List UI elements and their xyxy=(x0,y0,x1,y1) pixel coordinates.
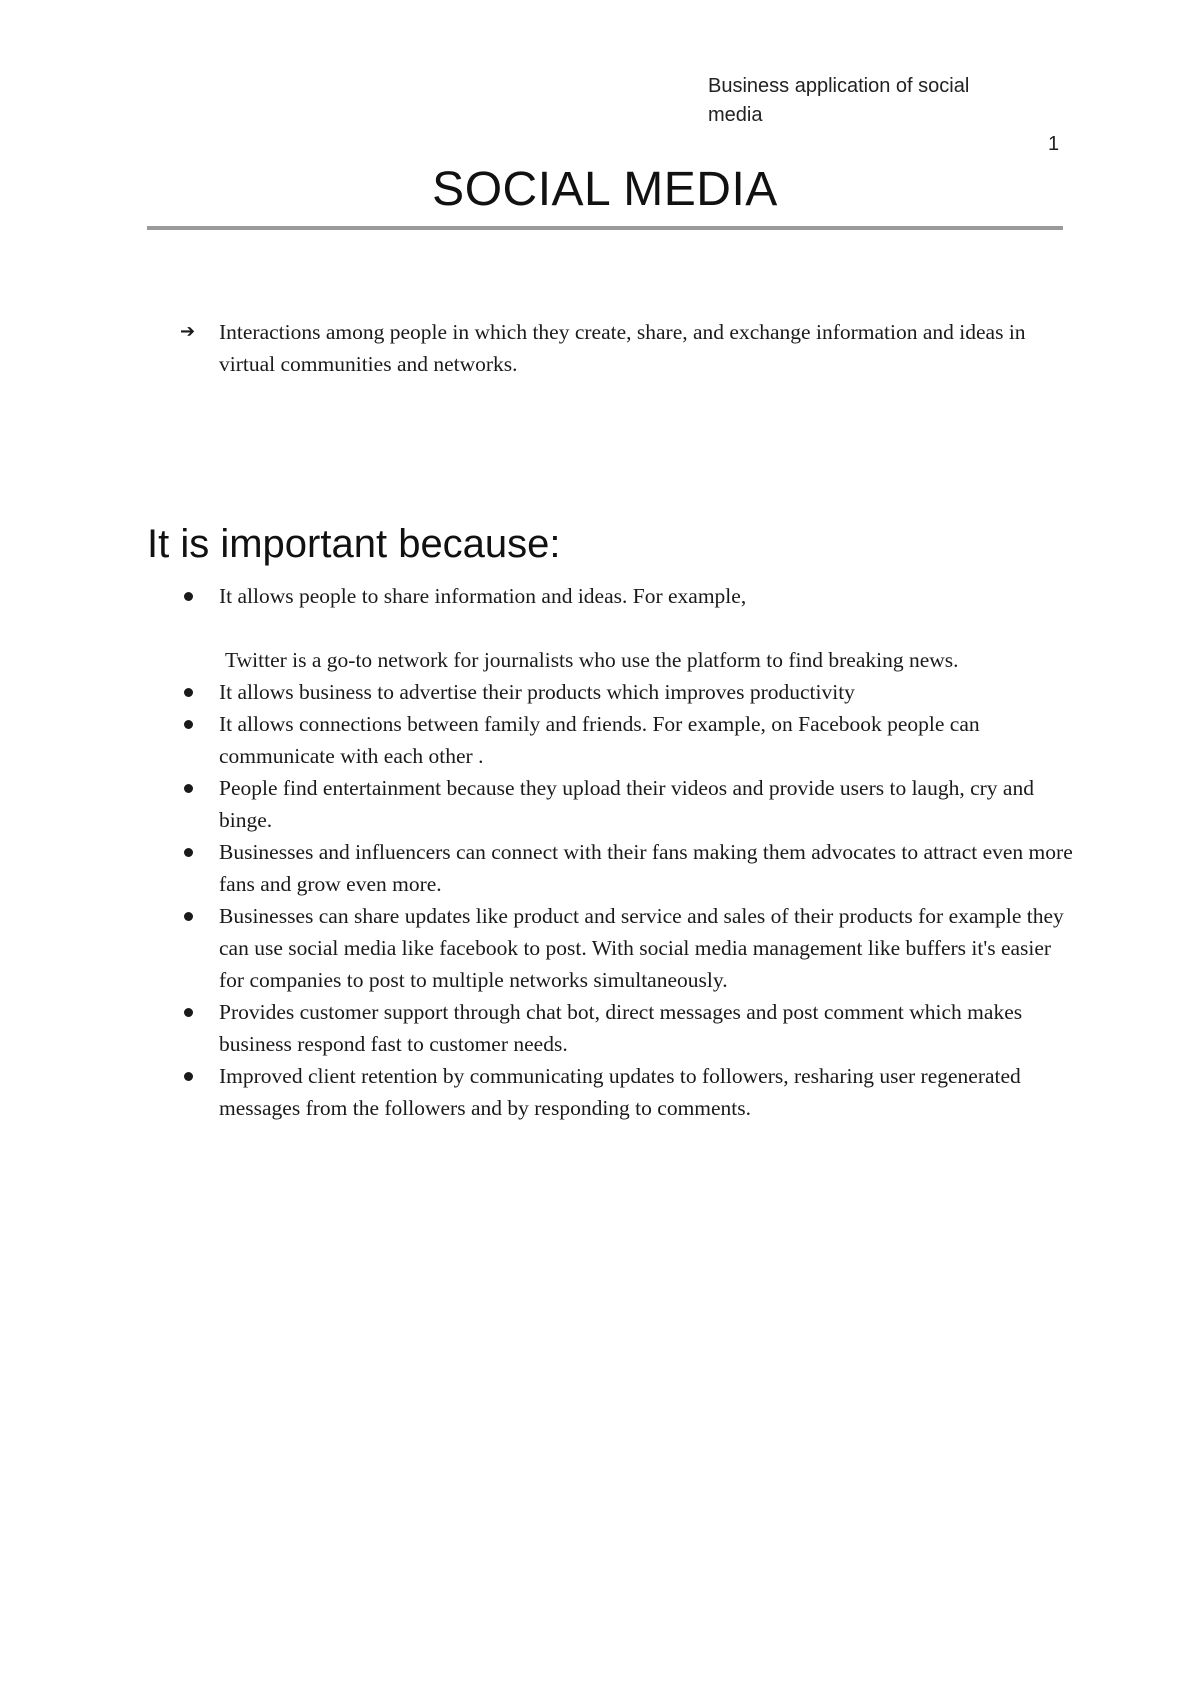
importance-list xyxy=(147,580,1077,1124)
title-underline xyxy=(147,226,1063,230)
section-heading: It is important because: xyxy=(147,522,561,566)
list-item-text: Businesses and influencers can connect with their fans making them advocates to attract even more fans and grow even more. xyxy=(219,840,1073,896)
arrow-right-icon: ➔ xyxy=(180,321,196,342)
list-item-text: It allows connections between family and friends. For example, on Facebook people can communicate with each other . xyxy=(219,712,980,768)
bullet-icon xyxy=(184,1072,193,1081)
list-item xyxy=(147,900,1077,996)
list-item xyxy=(147,708,1077,772)
list-item xyxy=(147,996,1077,1060)
definition-list xyxy=(147,316,1063,380)
page-number: 1 xyxy=(1048,133,1060,155)
list-item xyxy=(147,772,1077,836)
definition-text: Interactions among people in which they create, share, and exchange information and ideas in virtual communities and networks. xyxy=(219,320,1026,376)
list-item-text: It allows people to share information and ideas. For example, xyxy=(219,584,747,608)
list-item-text: Provides customer support through chat bot, direct messages and post comment which makes business respond fast to customer needs. xyxy=(219,1000,1023,1056)
list-item-text: People find entertainment because they upload their videos and provide users to laugh, cry and binge. xyxy=(219,776,1034,832)
list-item xyxy=(147,676,1077,708)
bullet-icon xyxy=(184,912,193,921)
list-item-text: Improved client retention by communicating updates to followers, resharing user regenerated messages from the followers and by responding to comments. xyxy=(219,1064,1021,1120)
bullet-icon xyxy=(184,688,193,697)
document-title: SOCIAL MEDIA xyxy=(432,163,778,216)
definition-item xyxy=(147,316,1063,380)
list-item-text: Businesses can share updates like product and service and sales of their products for example they can use social media like facebook to post. With social media management like buffers it's easier for companies to post to multiple networks simultaneously. xyxy=(219,904,1064,992)
bullet-icon xyxy=(184,720,193,729)
running-header: Business application of social media xyxy=(708,75,970,126)
bullet-icon xyxy=(184,784,193,793)
list-item xyxy=(147,1060,1077,1124)
list-item-text: It allows business to advertise their products which improves productivity xyxy=(219,680,855,704)
list-item xyxy=(147,836,1077,900)
bullet-icon xyxy=(184,848,193,857)
bullet-icon xyxy=(184,1008,193,1017)
list-item xyxy=(147,580,1077,612)
bullet-icon xyxy=(184,592,193,601)
example-text: Twitter is a go-to network for journalists who use the platform to find breaking news. xyxy=(225,648,959,672)
